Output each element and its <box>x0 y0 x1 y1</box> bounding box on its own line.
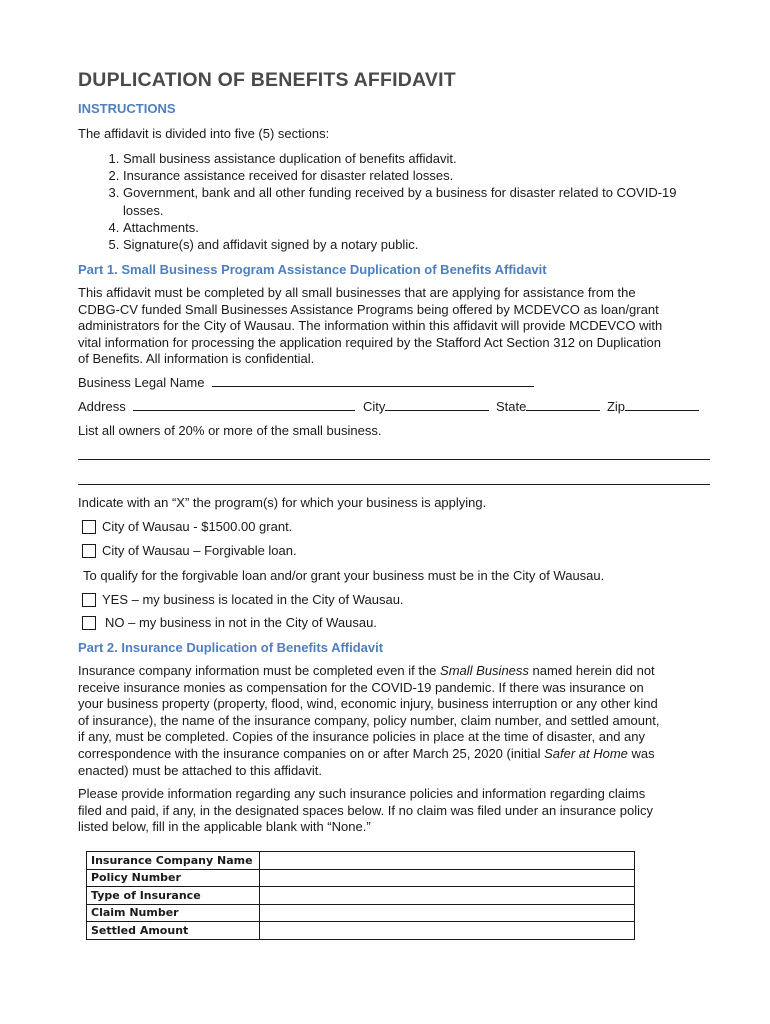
claim-number-label: Claim Number <box>87 904 260 922</box>
loan-checkbox[interactable] <box>82 544 96 558</box>
insurance-company-field[interactable] <box>260 852 635 870</box>
document-title: DUPLICATION OF BENEFITS AFFIDAVIT <box>78 69 456 91</box>
grant-checkbox[interactable] <box>82 520 96 534</box>
emphasis-safer-at-home: Safer at Home <box>544 745 628 761</box>
paragraph-line <box>78 663 718 680</box>
table-row <box>87 852 635 870</box>
paragraph-line: This affidavit must be completed by all small businesses that are applying for assistance from the <box>78 285 636 300</box>
text-run: named herein did not <box>528 663 655 678</box>
city-label: City <box>362 399 386 414</box>
owners-line-1[interactable] <box>78 459 710 460</box>
insurance-table <box>86 851 635 940</box>
insurance-company-label: Insurance Company Name <box>87 852 260 870</box>
part1-heading: Part 1. Small Business Program Assistance Duplication of Benefits Affidavit <box>78 262 547 277</box>
paragraph-line <box>78 746 718 763</box>
insurance-type-label: Type of Insurance <box>87 887 260 905</box>
zip-label: Zip <box>606 399 626 414</box>
settled-amount-label: Settled Amount <box>87 922 260 940</box>
list-item: 5. Signature(s) and affidavit signed by a notary public. <box>123 236 743 253</box>
claim-number-field[interactable] <box>260 904 635 922</box>
table-row <box>87 922 635 940</box>
city-field[interactable] <box>385 398 489 411</box>
part2-heading: Part 2. Insurance Duplication of Benefits Affidavit <box>78 640 384 655</box>
state-field[interactable] <box>526 398 600 411</box>
paragraph-line: filed and paid, if any, in the designated spaces below. If no claim was filed under an insurance policy <box>78 802 653 818</box>
location-option-yes[interactable] <box>82 592 404 607</box>
table-row <box>87 904 635 922</box>
part2-paragraph-2 <box>78 786 718 836</box>
instructions-intro: The affidavit is divided into five (5) sections: <box>78 126 330 141</box>
program-prompt: Indicate with an “X” the program(s) for which your business is applying. <box>78 495 487 510</box>
address-field[interactable] <box>133 398 355 411</box>
part1-paragraph <box>78 285 718 368</box>
state-label: State <box>495 399 527 414</box>
text-run: was <box>627 745 655 761</box>
yes-label: YES – my business is located in the City of Wausau. <box>102 592 404 607</box>
policy-number-field[interactable] <box>260 869 635 887</box>
list-item: 1. Small business assistance duplication of benefits affidavit. <box>123 150 743 167</box>
loan-label: City of Wausau – Forgivable loan. <box>102 543 297 558</box>
sections-list <box>78 150 743 253</box>
list-item: 3. Government, bank and all other funding received by a business for disaster related to COVID-19 losses. <box>123 184 683 218</box>
paragraph-line: enacted) must be attached to this affidavit. <box>78 762 323 778</box>
no-label: NO – my business in not in the City of Wausau. <box>105 615 377 630</box>
address-row <box>78 398 699 414</box>
paragraph-line: if any, must be completed. Copies of the insurance policies in place at the time of disaster, and any <box>78 729 646 745</box>
paragraph-line: of insurance), the name of the insurance company, policy number, claim number, and settled amount, <box>78 712 660 728</box>
emphasis-small-business: Small Business <box>440 663 529 678</box>
program-option-loan[interactable] <box>82 543 297 558</box>
paragraph-line: Please provide information regarding any such insurance policies and information regarding claims <box>78 786 646 801</box>
paragraph-line: administrators for the City of Wausau. The information within this affidavit will provide MCDEVCO with <box>78 318 663 334</box>
text-run: correspondence with the insurance companies on or after March 25, 2020 (initial <box>78 745 545 761</box>
paragraph-line: vital information for processing the application required by the Stafford Act Section 312 on Duplication <box>78 334 661 350</box>
settled-amount-field[interactable] <box>260 922 635 940</box>
business-name-label: Business Legal Name <box>78 375 205 390</box>
grant-label: City of Wausau - $1500.00 grant. <box>102 519 293 534</box>
instructions-heading: INSTRUCTIONS <box>78 101 176 116</box>
program-option-grant[interactable] <box>82 519 292 534</box>
paragraph-line: CDBG-CV funded Small Businesses Assistance Programs being offered by MCDEVCO as loan/grant <box>78 301 659 317</box>
paragraph-line: of Benefits. All information is confidential. <box>78 351 315 367</box>
owners-label: List all owners of 20% or more of the small business. <box>78 423 382 438</box>
business-name-field[interactable] <box>212 374 534 387</box>
list-item: 2. Insurance assistance received for disaster related losses. <box>123 167 743 184</box>
paragraph-line: receive insurance monies as compensation for the COVID-19 pandemic. If there was insurance on <box>78 679 644 695</box>
zip-field[interactable] <box>625 398 699 411</box>
text-run: Insurance company information must be completed even if the <box>78 663 441 678</box>
paragraph-line: your business property (property, flood, wind, economic injury, business interruption or any other kind <box>78 696 658 712</box>
insurance-type-field[interactable] <box>260 887 635 905</box>
business-name-row <box>78 374 534 392</box>
yes-checkbox[interactable] <box>82 593 96 607</box>
list-item: 4. Attachments. <box>123 219 743 236</box>
table-row <box>87 887 635 905</box>
table-row <box>87 869 635 887</box>
owners-line-2[interactable] <box>78 484 710 485</box>
no-checkbox[interactable] <box>82 616 96 630</box>
paragraph-line: listed below, fill in the applicable blank with “None.” <box>78 819 371 835</box>
policy-number-label: Policy Number <box>87 869 260 887</box>
part2-paragraph-1 <box>78 663 718 779</box>
location-option-no[interactable] <box>82 615 377 630</box>
address-label: Address <box>78 399 126 414</box>
qualify-note: To qualify for the forgivable loan and/or grant your business must be in the City of Wausau. <box>83 568 605 583</box>
